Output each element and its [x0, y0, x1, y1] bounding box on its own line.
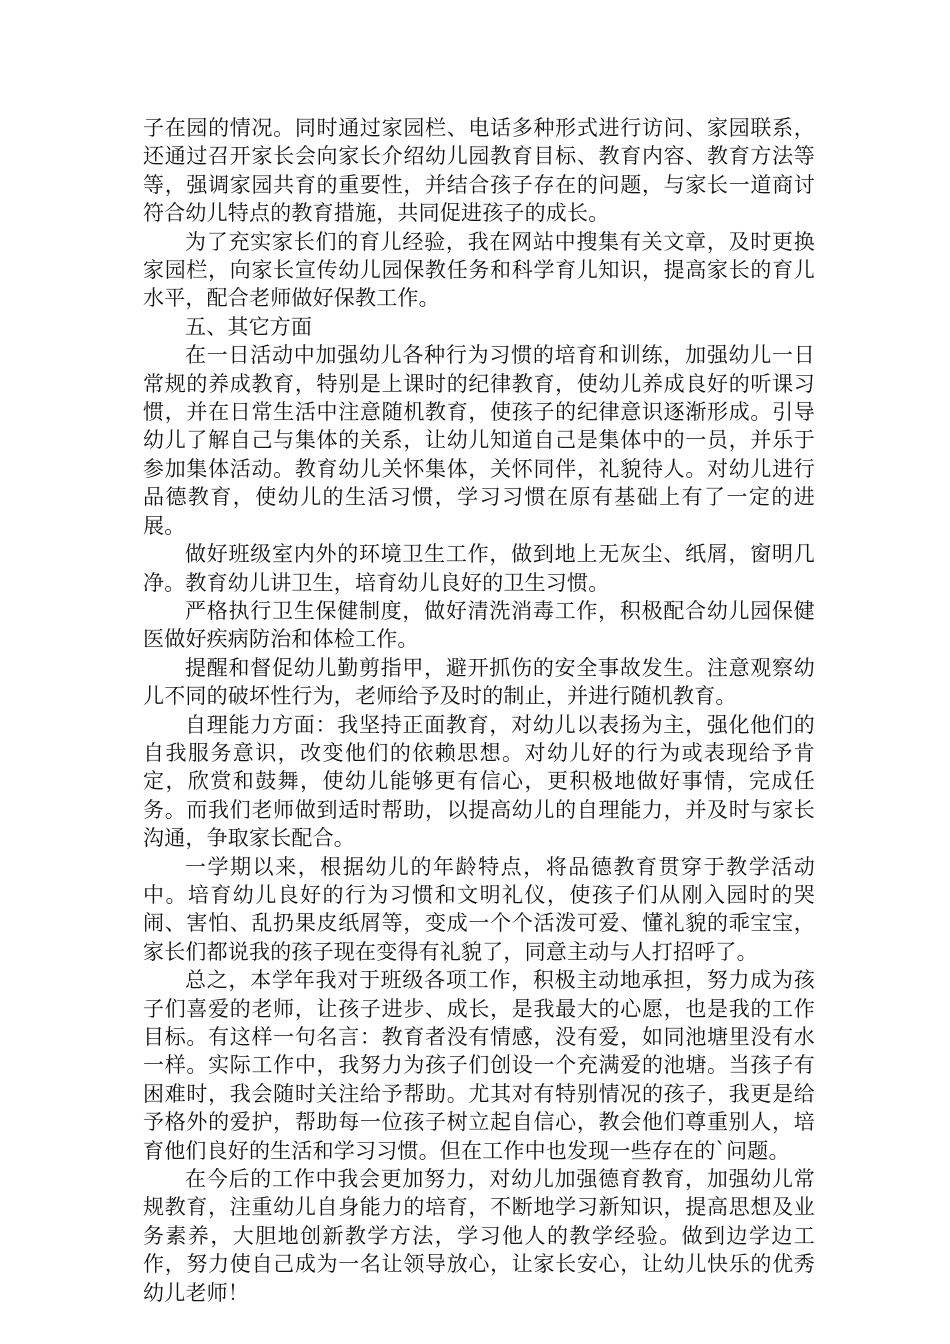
paragraph-5: 严格执行卫生保健制度，做好清洗消毒工作，积极配合幼儿园保健医做好疾病防治和体检工作。 — [143, 598, 815, 652]
paragraph-7: 自理能力方面：我坚持正面教育，对幼儿以表扬为主，强化他们的自我服务意识，改变他们的依赖思想。对幼儿好的行为或表现给予肯定，欣赏和鼓舞，使幼儿能够更有信心，更积极地做好事情，完成任务。而我们老师做到适时帮助，以提高幼儿的自理能力，并及时与家长沟通，争取家长配合。 — [143, 712, 815, 851]
paragraph-3: 在一日活动中加强幼儿各种行为习惯的培育和训练，加强幼儿一日常规的养成教育，特别是上课时的纪律教育，使幼儿养成良好的听课习惯，并在日常生活中注意随机教育，使孩子的纪律意识逐渐形成。引导幼儿了解自己与集体的关系，让幼儿知道自己是集体中的一员，并乐于参加集体活动。教育幼儿关怀集体，关怀同伴，礼貌待人。对幼儿进行品德教育，使幼儿的生活习惯，学习习惯在原有基础上有了一定的进展。 — [143, 343, 815, 538]
paragraph-8: 一学期以来，根据幼儿的年龄特点，将品德教育贯穿于教学活动中。培育幼儿良好的行为习惯和文明礼仪，使孩子们从刚入园时的哭闹、害怕、乱扔果皮纸屑等，变成一个个活泼可爱、懂礼貌的乖宝宝，家长们都说我的孩子现在变得有礼貌了，同意主动与人打招呼了。 — [143, 854, 815, 964]
document-body — [143, 114, 815, 1307]
paragraph-6: 提醒和督促幼儿勤剪指甲，避开抓伤的安全事故发生。注意观察幼儿不同的破坏性行为，老师给予及时的制止，并进行随机教育。 — [143, 655, 815, 709]
paragraph-4: 做好班级室内外的环境卫生工作，做到地上无灰尘、纸屑，窗明几净。教育幼儿讲卫生，培育幼儿良好的卫生习惯。 — [143, 542, 815, 595]
paragraph-1: 子在园的情况。同时通过家园栏、电话多种形式进行访问、家园联系，还通过召开家长会向家长介绍幼儿园教育目标、教育内容、教育方法等等，强调家园共育的重要性，并结合孩子存在的问题，与家长一道商讨符合幼儿特点的教育措施，共同促进孩子的成长。 — [143, 116, 815, 226]
paragraph-10: 在今后的工作中我会更加努力，对幼儿加强德育教育，加强幼儿常规教育，注重幼儿自身能力的培育，不断地学习新知识，提高思想及业务素养，大胆地创新教学方法，学习他人的教学经验。做到边学边工作，努力使自己成为一名让领导放心，让家长安心，让幼儿快乐的优秀幼儿老师！ — [143, 1167, 815, 1305]
paragraph-2: 为了充实家长们的育儿经验，我在网站中搜集有关文章，及时更换家园栏，向家长宣传幼儿园保教任务和科学育儿知识，提高家长的育儿水平，配合老师做好保教工作。 — [143, 229, 815, 311]
section-heading-5: 五、其它方面 — [185, 314, 313, 339]
paragraph-9: 总之，本学年我对于班级各项工作，积极主动地承担，努力成为孩子们喜爱的老师，让孩子进步、成长，是我最大的心愿，也是我的工作目标。有这样一句名言：教育者没有情感，没有爱，如同池塘里没有水一样。实际工作中，我努力为孩子们创设一个充满爱的池塘。当孩子有困难时，我会随时关注给予帮助。尤其对有特别情况的孩子，我更是给予格外的爱护，帮助每一位孩子树立起自信心，教会他们尊重别人，培育他们良好的生活和学习习惯。但在工作中也发现一些存在的`问题。 — [143, 968, 815, 1163]
